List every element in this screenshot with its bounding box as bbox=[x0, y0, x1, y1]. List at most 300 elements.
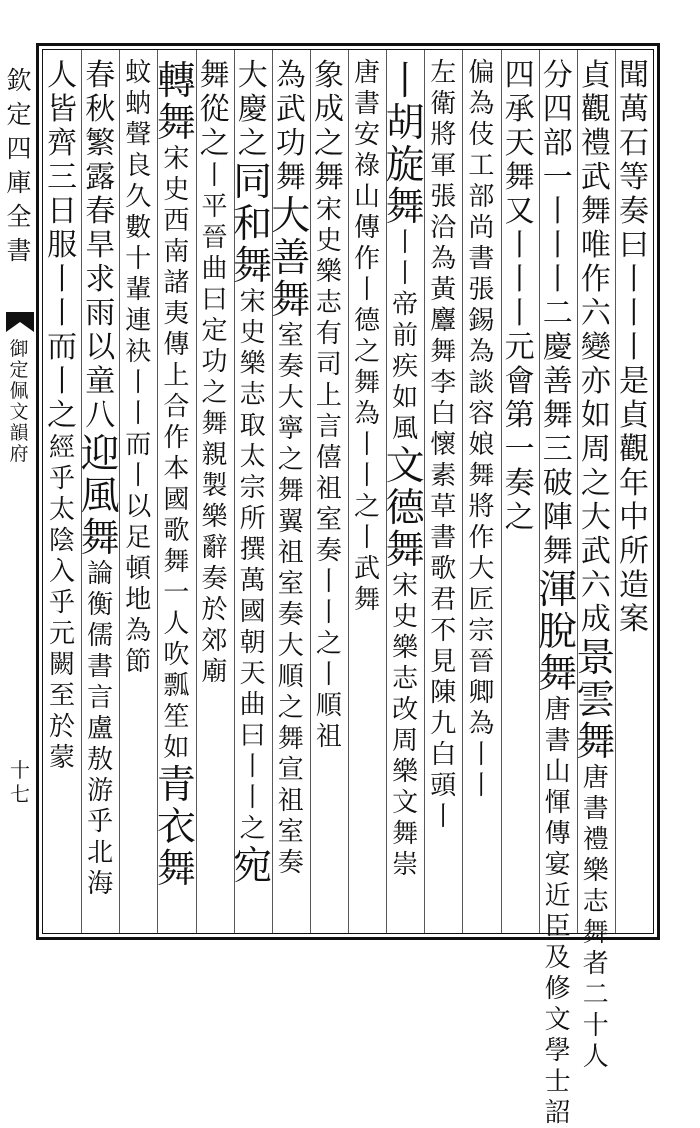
text-char: 將 bbox=[468, 492, 495, 522]
text-char: 頓 bbox=[125, 554, 152, 584]
page-number-char: 七 bbox=[10, 782, 30, 806]
headword-char: 同 bbox=[233, 160, 273, 205]
text-char: 左 bbox=[430, 58, 457, 88]
text-char: 而 bbox=[125, 430, 152, 460]
margin-book-title bbox=[4, 68, 34, 272]
text-char: 偏 bbox=[468, 58, 495, 88]
text-char: 奏 bbox=[504, 466, 535, 501]
text-char: 唐 bbox=[582, 763, 609, 793]
text-char: 志 bbox=[239, 380, 266, 410]
text-char: 萬 bbox=[239, 566, 266, 596]
text-char: 之 bbox=[277, 693, 304, 723]
text-char: 容 bbox=[468, 399, 495, 429]
text-char: 書 bbox=[582, 794, 609, 824]
text-char: 曰 bbox=[201, 285, 228, 315]
text-char: 舞 bbox=[354, 585, 381, 615]
text-char: 人 bbox=[582, 1042, 609, 1072]
text-char: 尚 bbox=[468, 213, 495, 243]
text-char: 奏 bbox=[618, 194, 649, 229]
text-char: 平 bbox=[201, 192, 228, 222]
text-char: 大 bbox=[468, 554, 495, 584]
text-char: 論 bbox=[87, 559, 114, 589]
text-char: 詔 bbox=[544, 1098, 571, 1128]
text-char: 匠 bbox=[468, 585, 495, 615]
text-char: 九 bbox=[430, 709, 457, 739]
text-char: 史 bbox=[315, 226, 342, 256]
headword-char: 衣 bbox=[156, 805, 196, 850]
headword-char: 舞 bbox=[385, 528, 425, 573]
text-char: 第 bbox=[504, 398, 535, 433]
column-rule bbox=[348, 50, 349, 933]
text-char: 大 bbox=[277, 631, 304, 661]
text-char: 製 bbox=[201, 471, 228, 501]
text-char: 舞 bbox=[313, 160, 344, 195]
text-char: 蚋 bbox=[125, 89, 152, 119]
text-char: 連 bbox=[125, 306, 152, 336]
headword-char: 舞 bbox=[538, 652, 578, 697]
margin-subtitle-char: 文 bbox=[9, 401, 29, 423]
text-char: 士 bbox=[544, 1067, 571, 1097]
column-rule bbox=[615, 50, 616, 933]
text-char: 書 bbox=[468, 244, 495, 274]
text-char: 本 bbox=[163, 454, 190, 484]
text-char: 丨 bbox=[315, 660, 342, 690]
text-char: 宋 bbox=[163, 144, 190, 174]
headword-char: 迎 bbox=[80, 432, 120, 477]
text-char: 四 bbox=[504, 58, 535, 93]
text-char: 久 bbox=[125, 182, 152, 212]
text-char: 丨 bbox=[354, 523, 381, 553]
column-rule bbox=[272, 50, 273, 933]
text-char: 會 bbox=[504, 364, 535, 399]
text-char: 地 bbox=[125, 585, 152, 615]
text-char: 祖 bbox=[315, 474, 342, 504]
text-char: 舞 bbox=[392, 819, 419, 849]
text-char: 作 bbox=[468, 523, 495, 553]
text-char: 僖 bbox=[315, 443, 342, 473]
text-char: 部 bbox=[542, 126, 573, 161]
text-char: 丨 bbox=[239, 752, 266, 782]
text-char: 有 bbox=[315, 319, 342, 349]
text-char: 翼 bbox=[277, 507, 304, 537]
text-char: 朝 bbox=[239, 628, 266, 658]
column-rule bbox=[424, 50, 425, 933]
text-char: 乎 bbox=[49, 464, 76, 494]
text-char: 變 bbox=[580, 330, 611, 365]
margin-subtitle-char: 御 bbox=[9, 338, 29, 360]
text-char: 中 bbox=[618, 500, 649, 535]
text-char: 年 bbox=[618, 466, 649, 501]
text-char: 衛 bbox=[430, 89, 457, 119]
headword-char: 舞 bbox=[271, 278, 311, 323]
text-char: 一 bbox=[542, 160, 573, 195]
text-char: 陣 bbox=[542, 500, 573, 535]
text-char: 志 bbox=[315, 288, 342, 318]
text-char: 慶 bbox=[542, 330, 573, 365]
headword-char: 舞 bbox=[156, 101, 196, 146]
text-char: 志 bbox=[392, 664, 419, 694]
text-char: 國 bbox=[239, 597, 266, 627]
text-char: 書 bbox=[87, 652, 114, 682]
text-char: 二 bbox=[582, 980, 609, 1010]
text-char: 成 bbox=[313, 92, 344, 127]
text-char: 舞 bbox=[542, 398, 573, 433]
text-char: 疾 bbox=[392, 352, 419, 382]
headword-char: 風 bbox=[80, 474, 120, 519]
text-char: 陳 bbox=[430, 678, 457, 708]
text-char: 功 bbox=[275, 126, 306, 161]
text-column bbox=[39, 60, 85, 930]
text-char: 之 bbox=[237, 126, 268, 161]
text-char: 春 bbox=[85, 58, 116, 93]
text-char: 宗 bbox=[239, 473, 266, 503]
text-char: 太 bbox=[239, 442, 266, 472]
text-char: 觀 bbox=[618, 432, 649, 467]
text-char: 節 bbox=[125, 647, 152, 677]
text-char: 丨 bbox=[542, 194, 573, 229]
text-char: 祖 bbox=[277, 786, 304, 816]
text-char: 德 bbox=[354, 306, 381, 336]
text-char: 乎 bbox=[87, 807, 114, 837]
text-char: 丨 bbox=[392, 228, 419, 258]
text-char: 風 bbox=[392, 414, 419, 444]
text-char: 書 bbox=[544, 726, 571, 756]
text-char: 貞 bbox=[580, 58, 611, 93]
headword-char: 舞 bbox=[80, 516, 120, 561]
text-char: 曰 bbox=[239, 721, 266, 751]
text-char: 祿 bbox=[354, 151, 381, 181]
text-char: 人 bbox=[47, 58, 78, 93]
text-char: 一 bbox=[504, 432, 535, 467]
text-char: 樂 bbox=[239, 349, 266, 379]
text-char: 舞 bbox=[580, 194, 611, 229]
text-char: 前 bbox=[392, 321, 419, 351]
margin-title-char: 庫 bbox=[6, 168, 32, 197]
text-char: 經 bbox=[49, 433, 76, 463]
text-char: 三 bbox=[542, 432, 573, 467]
column-rule bbox=[386, 50, 387, 933]
text-char: 天 bbox=[239, 659, 266, 689]
column-rule bbox=[196, 50, 197, 933]
text-char: 人 bbox=[163, 609, 190, 639]
text-char: 如 bbox=[163, 733, 190, 763]
text-char: 二 bbox=[542, 296, 573, 331]
text-char: 史 bbox=[392, 602, 419, 632]
text-char: 安 bbox=[354, 120, 381, 150]
text-char: 為 bbox=[354, 399, 381, 429]
text-char: 案 bbox=[618, 602, 649, 637]
column-rule bbox=[81, 50, 82, 933]
text-char: 丨 bbox=[430, 802, 457, 832]
headword-char: 旋 bbox=[385, 143, 425, 188]
text-char: 敖 bbox=[87, 745, 114, 775]
text-char: 瓢 bbox=[163, 671, 190, 701]
text-char: 丨 bbox=[354, 461, 381, 491]
text-char: 貞 bbox=[618, 398, 649, 433]
text-char: 露 bbox=[85, 160, 116, 195]
text-char: 善 bbox=[542, 364, 573, 399]
text-char: 於 bbox=[201, 595, 228, 625]
text-char: 如 bbox=[580, 398, 611, 433]
text-char: 部 bbox=[468, 182, 495, 212]
text-char: 作 bbox=[354, 244, 381, 274]
margin-subtitle-char: 府 bbox=[9, 443, 29, 465]
text-char: 禮 bbox=[582, 825, 609, 855]
text-char: 宋 bbox=[239, 287, 266, 317]
text-char: 傳 bbox=[163, 330, 190, 360]
text-char: 丨 bbox=[504, 228, 535, 263]
text-char: 丨 bbox=[618, 330, 649, 365]
text-char: 宋 bbox=[315, 195, 342, 225]
text-char: 周 bbox=[580, 432, 611, 467]
text-char: 為 bbox=[468, 709, 495, 739]
headword-char: 景 bbox=[576, 636, 616, 681]
text-char: 乎 bbox=[49, 588, 76, 618]
text-char: 石 bbox=[618, 126, 649, 161]
text-char: 奏 bbox=[277, 600, 304, 630]
text-char: 舞 bbox=[430, 337, 457, 367]
text-char: 大 bbox=[580, 500, 611, 535]
text-char: 取 bbox=[239, 411, 266, 441]
text-char: 十 bbox=[125, 244, 152, 274]
text-char: 書 bbox=[430, 523, 457, 553]
text-char: 十 bbox=[582, 1011, 609, 1041]
column-rule bbox=[234, 50, 235, 933]
text-char: 服 bbox=[47, 228, 78, 263]
text-char: 廟 bbox=[201, 657, 228, 687]
text-char: 太 bbox=[49, 495, 76, 525]
text-char: 丨 bbox=[468, 771, 495, 801]
text-char: 丨 bbox=[618, 262, 649, 297]
text-char: 近 bbox=[544, 881, 571, 911]
text-char: 作 bbox=[163, 423, 190, 453]
text-char: 之 bbox=[354, 337, 381, 367]
text-char: 寧 bbox=[277, 414, 304, 444]
text-char: 祖 bbox=[277, 538, 304, 568]
headword-char: 宛 bbox=[233, 844, 273, 889]
text-char: 至 bbox=[49, 681, 76, 711]
text-char: 丨 bbox=[47, 296, 78, 331]
text-char: 崇 bbox=[392, 850, 419, 880]
text-char: 吹 bbox=[163, 640, 190, 670]
text-char: 游 bbox=[87, 776, 114, 806]
text-char: 之 bbox=[199, 126, 230, 161]
text-char: 之 bbox=[313, 126, 344, 161]
text-char: 親 bbox=[201, 440, 228, 470]
text-char: 奏 bbox=[277, 848, 304, 878]
text-char: 一 bbox=[163, 578, 190, 608]
page-number bbox=[8, 760, 32, 808]
text-char: 南 bbox=[163, 237, 190, 267]
headword-char: 舞 bbox=[576, 720, 616, 765]
text-char: 良 bbox=[125, 151, 152, 181]
text-char: 史 bbox=[239, 318, 266, 348]
text-char: 萬 bbox=[618, 92, 649, 127]
text-char: 書 bbox=[354, 89, 381, 119]
text-char: 武 bbox=[580, 160, 611, 195]
headword-char: 舞 bbox=[385, 185, 425, 230]
text-char: 蒙 bbox=[49, 743, 76, 773]
text-char: 帝 bbox=[392, 290, 419, 320]
text-char: 舞 bbox=[582, 918, 609, 948]
column-rule bbox=[501, 50, 502, 933]
text-char: 春 bbox=[85, 194, 116, 229]
text-char: 丨 bbox=[125, 461, 152, 491]
text-char: 室 bbox=[315, 505, 342, 535]
headword-char: 轉 bbox=[156, 59, 196, 104]
text-char: 又 bbox=[504, 194, 535, 229]
text-char: 志 bbox=[582, 887, 609, 917]
text-char: 及 bbox=[544, 943, 571, 973]
text-char: 舞 bbox=[542, 534, 573, 569]
text-char: 袂 bbox=[125, 337, 152, 367]
margin-subtitle-char: 佩 bbox=[9, 380, 29, 402]
text-char: 順 bbox=[277, 662, 304, 692]
text-char: 舞 bbox=[354, 368, 381, 398]
text-char: 數 bbox=[125, 213, 152, 243]
headword-char: 大 bbox=[271, 194, 311, 239]
text-char: 順 bbox=[315, 691, 342, 721]
text-char: 合 bbox=[163, 392, 190, 422]
text-char: 禮 bbox=[580, 126, 611, 161]
text-char: 所 bbox=[239, 504, 266, 534]
text-char: 言 bbox=[315, 412, 342, 442]
text-char: 聲 bbox=[125, 120, 152, 150]
text-char: 丨 bbox=[201, 161, 228, 191]
text-char: 丨 bbox=[47, 364, 78, 399]
text-char: 宗 bbox=[468, 616, 495, 646]
text-char: 秋 bbox=[85, 92, 116, 127]
text-char: 六 bbox=[580, 296, 611, 331]
text-char: 丨 bbox=[504, 296, 535, 331]
text-char: 奏 bbox=[277, 352, 304, 382]
text-char: 丨 bbox=[354, 275, 381, 305]
text-char: 為 bbox=[430, 244, 457, 274]
text-char: 武 bbox=[275, 92, 306, 127]
text-char: 以 bbox=[85, 330, 116, 365]
text-char: 國 bbox=[163, 485, 190, 515]
text-char: 觀 bbox=[580, 92, 611, 127]
headword-char: 德 bbox=[385, 486, 425, 531]
text-char: 元 bbox=[504, 330, 535, 365]
text-char: 錫 bbox=[468, 306, 495, 336]
text-char: 惲 bbox=[544, 788, 571, 818]
text-char: 丨 bbox=[315, 567, 342, 597]
headword-char: 文 bbox=[385, 444, 425, 489]
text-char: 郊 bbox=[201, 626, 228, 656]
text-char: 室 bbox=[277, 321, 304, 351]
text-char: 素 bbox=[430, 461, 457, 491]
text-char: 從 bbox=[199, 92, 230, 127]
text-char: 舞 bbox=[468, 461, 495, 491]
text-char: 奏 bbox=[315, 536, 342, 566]
column-rule bbox=[462, 50, 463, 933]
text-char: 丨 bbox=[504, 262, 535, 297]
headword-char: 渾 bbox=[538, 568, 578, 613]
text-char: 丨 bbox=[618, 296, 649, 331]
text-char: 而 bbox=[47, 330, 78, 365]
text-char: 傳 bbox=[544, 819, 571, 849]
text-char: 室 bbox=[277, 569, 304, 599]
text-char: 君 bbox=[430, 585, 457, 615]
text-char: 笙 bbox=[163, 702, 190, 732]
text-char: 丨 bbox=[315, 598, 342, 628]
text-char: 上 bbox=[315, 381, 342, 411]
text-char: 輩 bbox=[125, 275, 152, 305]
text-char: 象 bbox=[313, 58, 344, 93]
text-char: 山 bbox=[544, 757, 571, 787]
text-char: 舞 bbox=[201, 409, 228, 439]
text-char: 分 bbox=[542, 58, 573, 93]
text-char: 齊 bbox=[47, 126, 78, 161]
margin-subtitle-char: 定 bbox=[9, 359, 29, 381]
column-rule bbox=[539, 50, 540, 933]
text-char: 西 bbox=[163, 206, 190, 236]
text-char: 修 bbox=[544, 974, 571, 1004]
text-char: 唯 bbox=[580, 228, 611, 263]
text-char: 張 bbox=[468, 275, 495, 305]
text-char: 見 bbox=[430, 647, 457, 677]
text-char: 之 bbox=[315, 629, 342, 659]
text-char: 闕 bbox=[49, 650, 76, 680]
text-char: 歌 bbox=[163, 516, 190, 546]
text-char: 晉 bbox=[468, 647, 495, 677]
text-char: 三 bbox=[47, 160, 78, 195]
text-char: 學 bbox=[544, 1036, 571, 1066]
text-char: 軍 bbox=[430, 151, 457, 181]
text-char: 辭 bbox=[201, 533, 228, 563]
column-rule bbox=[157, 50, 158, 933]
text-char: 雨 bbox=[85, 296, 116, 331]
margin-title-char: 定 bbox=[6, 100, 32, 129]
text-char: 破 bbox=[542, 466, 573, 501]
text-char: 衡 bbox=[87, 590, 114, 620]
text-char: 頭 bbox=[430, 771, 457, 801]
margin-title-char: 四 bbox=[6, 134, 32, 163]
text-char: 成 bbox=[580, 602, 611, 637]
text-char: 盧 bbox=[87, 714, 114, 744]
text-char: 周 bbox=[392, 726, 419, 756]
text-char: 海 bbox=[87, 869, 114, 899]
text-char: 樂 bbox=[392, 633, 419, 663]
text-char: 撰 bbox=[239, 535, 266, 565]
text-char: 求 bbox=[85, 262, 116, 297]
text-char: 旱 bbox=[85, 228, 116, 263]
text-char: 舞 bbox=[277, 476, 304, 506]
text-char: 工 bbox=[468, 151, 495, 181]
text-char: 丨 bbox=[354, 430, 381, 460]
text-char: 丨 bbox=[47, 262, 78, 297]
column-rule bbox=[577, 50, 578, 933]
text-char: 舞 bbox=[275, 160, 306, 195]
text-char: 陰 bbox=[49, 526, 76, 556]
column-rule bbox=[119, 50, 120, 933]
text-char: 大 bbox=[277, 383, 304, 413]
text-char: 童 bbox=[85, 364, 116, 399]
text-char: 唐 bbox=[354, 58, 381, 88]
text-char: 上 bbox=[163, 361, 190, 391]
text-char: 武 bbox=[580, 534, 611, 569]
text-char: 丨 bbox=[468, 740, 495, 770]
text-char: 張 bbox=[430, 182, 457, 212]
headword-char: 舞 bbox=[156, 847, 196, 892]
text-char: 造 bbox=[618, 568, 649, 603]
text-char: 談 bbox=[468, 368, 495, 398]
margin-title-char: 欽 bbox=[6, 66, 32, 95]
text-char: 以 bbox=[125, 492, 152, 522]
text-char: 作 bbox=[580, 262, 611, 297]
text-char: 諸 bbox=[163, 268, 190, 298]
